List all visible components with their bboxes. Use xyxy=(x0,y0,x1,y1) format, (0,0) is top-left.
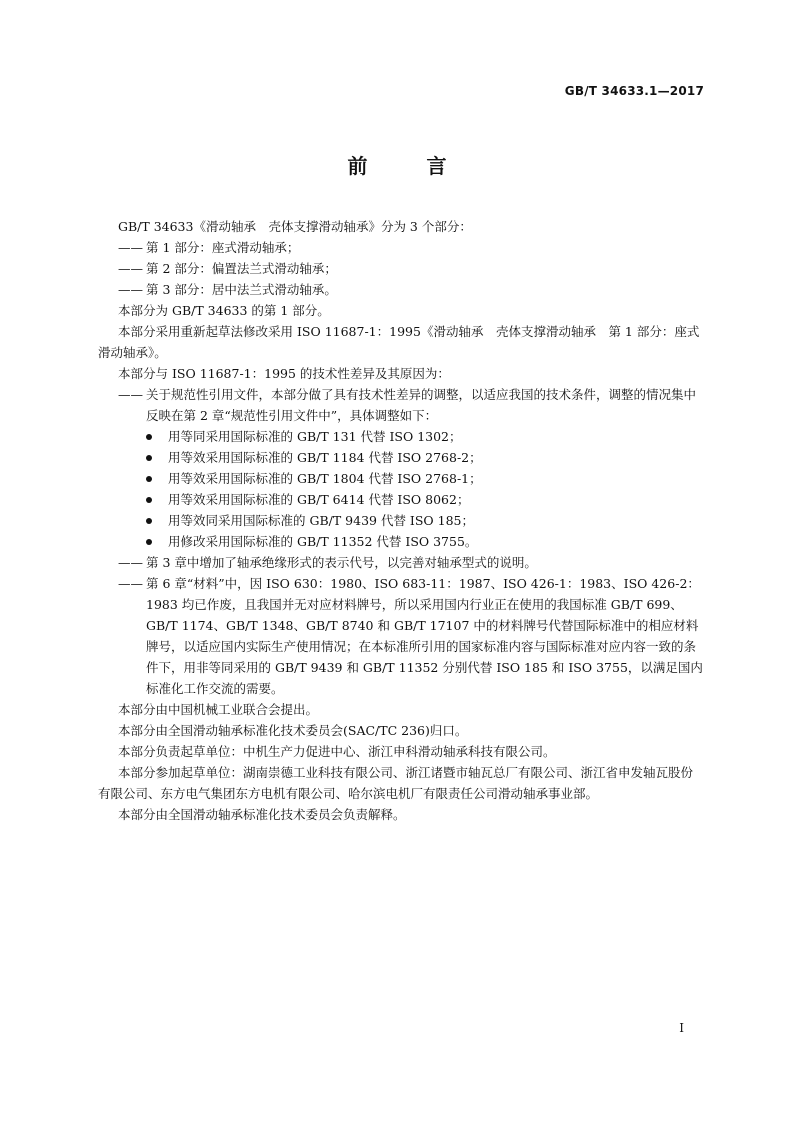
bullet-dot-icon xyxy=(146,539,152,545)
dash-mark: —— xyxy=(118,261,143,276)
page-title: 前 言 xyxy=(347,154,473,178)
bullet-item-text: 用等效同采用国际标准的 GB/T 9439 代替 ISO 185； xyxy=(168,513,475,528)
dash-item xyxy=(98,258,704,279)
dash-mark: —— xyxy=(118,282,143,297)
paragraph: 本部分采用重新起草法修改采用 ISO 11687-1：1995《滑动轴承 壳体支撑滑动轴承 第 1 部分：座式滑动轴承》。 xyxy=(98,324,700,360)
bullet-dot-icon xyxy=(146,455,152,461)
paragraph: 本部分由中国机械工业联合会提出。 xyxy=(118,702,319,717)
paragraph: 本部分由全国滑动轴承标准化技术委员会负责解释。 xyxy=(118,807,406,822)
bullet-item xyxy=(98,447,704,468)
dash-mark: —— xyxy=(118,576,143,591)
dash-mark: —— xyxy=(118,387,143,402)
bullet-dot-icon xyxy=(146,497,152,503)
page-number: I xyxy=(679,1021,684,1035)
dash-item-text: 第 2 部分：偏置法兰式滑动轴承； xyxy=(146,261,337,276)
dash-item-text: 第 3 章中增加了轴承绝缘形式的表示代号，以完善对轴承型式的说明。 xyxy=(146,555,537,570)
paragraph: GB/T 34633《滑动轴承 壳体支撑滑动轴承》分为 3 个部分： xyxy=(118,219,472,234)
dash-item-text: 关于规范性引用文件，本部分做了具有技术性差异的调整，以适应我国的技术条件，调整的情况集中反映在第 2 章“规范性引用文件中”，具体调整如下： xyxy=(146,387,697,423)
dash-item xyxy=(98,237,704,258)
bullet-item-text: 用等同采用国际标准的 GB/T 131 代替 ISO 1302； xyxy=(168,429,462,444)
paragraph: 本部分为 GB/T 34633 的第 1 部分。 xyxy=(118,303,330,318)
bullet-item-text: 用修改采用国际标准的 GB/T 11352 代替 ISO 3755。 xyxy=(168,534,478,549)
paragraph: 本部分由全国滑动轴承标准化技术委员会(SAC/TC 236)归口。 xyxy=(118,723,468,738)
dash-mark: —— xyxy=(118,240,143,255)
bullet-item xyxy=(98,531,704,552)
bullet-item xyxy=(98,426,704,447)
bullet-item xyxy=(98,468,704,489)
dash-item-text: 第 1 部分：座式滑动轴承； xyxy=(146,240,300,255)
bullet-dot-icon xyxy=(146,434,152,440)
bullet-dot-icon xyxy=(146,476,152,482)
bullet-item-text: 用等效采用国际标准的 GB/T 6414 代替 ISO 8062； xyxy=(168,492,470,507)
bullet-dot-icon xyxy=(146,518,152,524)
paragraph: 本部分与 ISO 11687-1：1995 的技术性差异及其原因为： xyxy=(118,366,450,381)
bullet-item-text: 用等效采用国际标准的 GB/T 1184 代替 ISO 2768-2； xyxy=(168,450,482,465)
dash-mark: —— xyxy=(118,555,143,570)
bullet-item-text: 用等效采用国际标准的 GB/T 1804 代替 ISO 2768-1； xyxy=(168,471,482,486)
dash-item xyxy=(98,552,704,573)
dash-item-text: 第 3 部分：居中法兰式滑动轴承。 xyxy=(146,282,337,297)
standard-code: GB/T 34633.1—2017 xyxy=(564,84,704,98)
dash-item xyxy=(98,384,704,426)
bullet-item xyxy=(98,510,704,531)
paragraph: 本部分负责起草单位：中机生产力促进中心、浙江申科滑动轴承科技有限公司。 xyxy=(118,744,556,759)
document-body xyxy=(98,216,704,825)
dash-item-text: 第 6 章“材料”中，因 ISO 630：1980、ISO 683-11：1987、ISO 426-1：1983、ISO 426-2：1983 均已作废，且我国并无对应材料牌号，所以采用国内行业正在使用的我国标准 GB/T 699、GB/T 1174、GB/T 1348、GB/T 8740 和 GB/T 17107 中的材料牌号代替国际标准中的相应材料牌号，以适应国内实际生产使用情况；在本标准所引用的国家标准内容与国际标准对应内容一致的条件下，用非等同采用的 GB/T 9439 和 GB/T 11352 分别代替 ISO 185 和 ISO 3755，以满足国内标准化工作交流的需要。 xyxy=(146,576,703,696)
dash-item xyxy=(98,573,704,699)
bullet-item xyxy=(98,489,704,510)
dash-item xyxy=(98,279,704,300)
paragraph: 本部分参加起草单位：湖南崇德工业科技有限公司、浙江诸暨市轴瓦总厂有限公司、浙江省申发轴瓦股份有限公司、东方电气集团东方电机有限公司、哈尔滨电机厂有限责任公司滑动轴承事业部。 xyxy=(98,765,694,801)
